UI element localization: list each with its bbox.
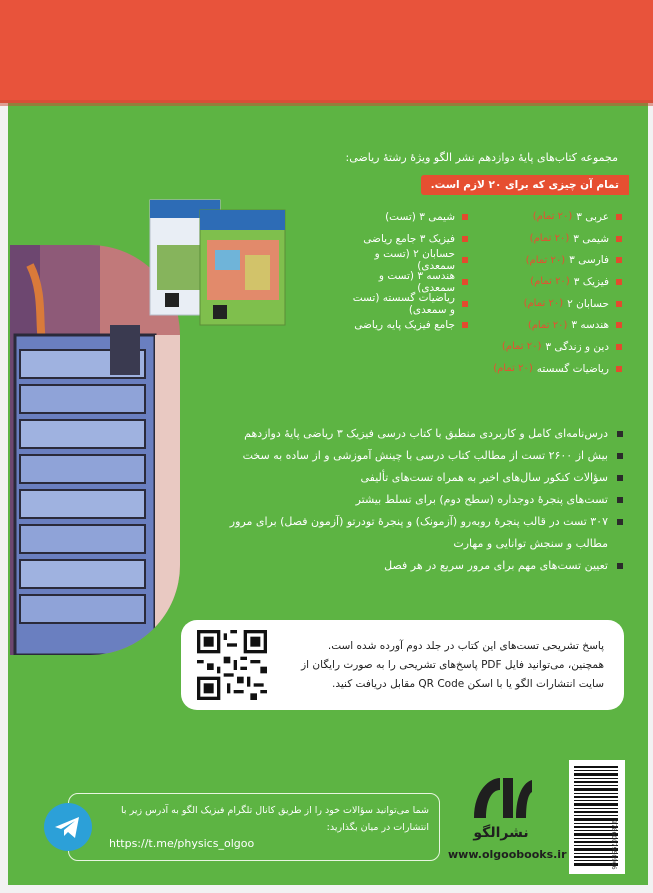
list-item: فیزیک ۳ جامع ریاضی bbox=[348, 228, 468, 250]
telegram-text: شما می‌توانید سؤالات خود را از طریق کانال تلگرام فیزیک الگو به آدرس زیر با انتشارات در میان بگذارید: bbox=[121, 805, 429, 833]
answer-info-text: پاسخ تشریحی تست‌های این کتاب در جلد دوم آورده شده است. همچنین، می‌توانید فایل PDF پاسخ‌های تشریحی را به صورت رایگان از سایت انتشارات الگو یا با اسکن QR Code مقابل دریافت کنید. bbox=[301, 640, 604, 690]
slogan-banner: تمام آن چیزی که برای ۲۰ لازم است. bbox=[421, 175, 629, 195]
subject-list-left bbox=[348, 206, 468, 336]
list-item: ریاضیات گسسته (۲۰ تمام) bbox=[472, 358, 622, 380]
feature-item: درس‌نامه‌ای کامل و کاربردی منطبق با کتاب درسی فیزیک ۳ ریاضی پایهٔ دوازدهم bbox=[211, 423, 623, 445]
barcode-number: 9786007950906 bbox=[610, 820, 617, 870]
feature-item: ۳۰۷ تست در قالب پنجرهٔ روبه‌رو (آزمونک) و پنجرهٔ تودرتو (آزمون فصل) برای مرور مطالب و سنجش توانایی و مهارت bbox=[211, 511, 623, 555]
subject-list-right bbox=[472, 206, 622, 380]
publisher-logo bbox=[466, 770, 536, 860]
telegram-icon[interactable] bbox=[44, 803, 92, 851]
feature-item: تعیین تست‌های مهم برای مرور سریع در هر فصل bbox=[211, 555, 623, 577]
list-item: حسابان ۲ (تست و سمعدی) bbox=[348, 249, 468, 271]
list-item: ریاضیات گسسته (تست و سمعدی) bbox=[348, 293, 468, 315]
cover-fold bbox=[0, 100, 653, 106]
list-item: عربی ۳ (۲۰ تمام) bbox=[472, 206, 622, 228]
feature-item: بیش از ۲۶۰۰ تست از مطالب کتاب درسی با چینش آموزشی و از ساده به سخت bbox=[211, 445, 623, 467]
feature-item: تست‌های پنجرهٔ دوجداره (سطح دوم) برای تسلط بیشتر bbox=[211, 489, 623, 511]
feature-list bbox=[211, 423, 623, 577]
list-item: شیمی ۳ (۲۰ تمام) bbox=[472, 228, 622, 250]
list-item: هندسه ۳ (۲۰ تمام) bbox=[472, 314, 622, 336]
list-item: شیمی ۳ (تست) bbox=[348, 206, 468, 228]
top-red-band bbox=[0, 0, 653, 103]
telegram-link[interactable]: https://t.me/physics_olgoo bbox=[109, 837, 255, 850]
list-item: فیزیک ۳ (۲۰ تمام) bbox=[472, 271, 622, 293]
list-item: فارسی ۳ (۲۰ تمام) bbox=[472, 249, 622, 271]
answer-info-box bbox=[181, 620, 624, 710]
telegram-box bbox=[68, 793, 440, 861]
intro-text: مجموعه کتاب‌های پایهٔ دوازدهم نشر الگو ویژهٔ رشتهٔ ریاضی: bbox=[345, 151, 618, 164]
list-item: هندسه ۳ (تست و سمعدی) bbox=[348, 271, 468, 293]
list-item: جامع فیزیک پایه ریاضی bbox=[348, 314, 468, 336]
publisher-name: نشرالگو bbox=[473, 825, 529, 841]
list-item: دین و زندگی ۳ (۲۰ تمام) bbox=[472, 336, 622, 358]
qr-code[interactable] bbox=[197, 630, 267, 700]
publisher-website[interactable]: www.olgoobooks.ir bbox=[448, 848, 567, 861]
list-item: حسابان ۲ (۲۰ تمام) bbox=[472, 293, 622, 315]
feature-item: سؤالات کنکور سال‌های اخیر به همراه تست‌های تألیفی bbox=[211, 467, 623, 489]
book-covers-image bbox=[145, 195, 305, 330]
